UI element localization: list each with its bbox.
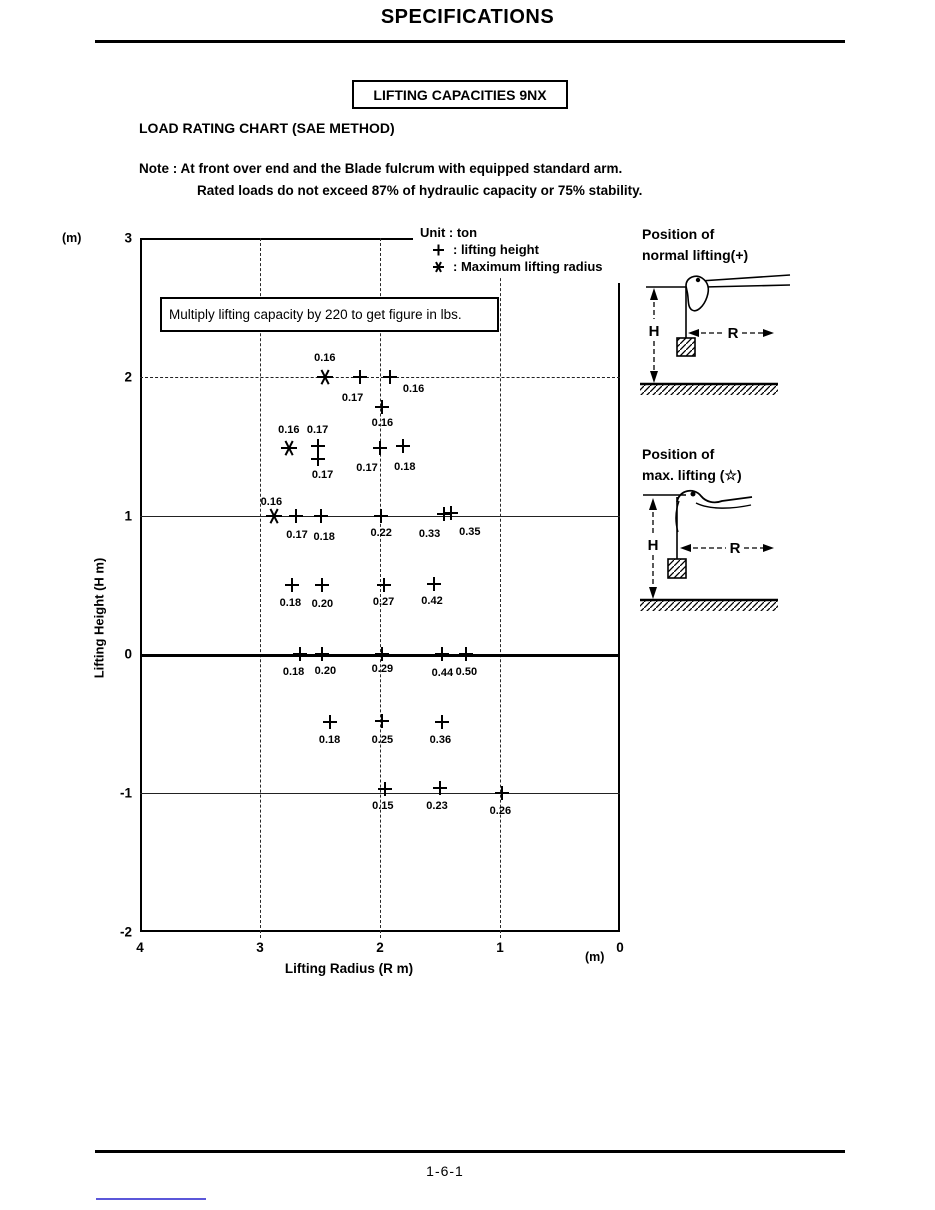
diagram1-h-label: H — [648, 323, 660, 340]
diagram1-title-line1: Position of — [642, 226, 715, 242]
x-tick-label: 3 — [256, 940, 264, 955]
star-marker-icon — [433, 261, 444, 272]
point-capacity-value: 0.18 — [282, 666, 305, 679]
x-axis-unit: (m) — [585, 950, 605, 964]
diagram2-title-line2: max. lifting (☆) — [642, 467, 742, 483]
lifting-height-point-marker — [375, 400, 389, 414]
legend-item-max-radius — [420, 258, 603, 275]
lifting-height-point-marker — [378, 782, 392, 796]
max-lifting-diagram — [638, 488, 798, 618]
lifting-height-point-marker — [444, 506, 458, 520]
lifting-height-point-marker — [435, 715, 449, 729]
lifting-height-point-marker — [433, 781, 447, 795]
section-title-box — [352, 80, 568, 109]
lifting-height-point-marker — [353, 370, 367, 384]
lifting-height-point-marker — [375, 714, 389, 728]
point-capacity-value: 0.23 — [426, 799, 448, 812]
lifting-height-point-marker — [373, 441, 387, 455]
x-tick-label: 0 — [616, 940, 624, 955]
footer-blue-line — [96, 1198, 206, 1200]
point-capacity-value: 0.26 — [489, 805, 512, 818]
x-gridline — [260, 238, 261, 938]
point-capacity-value: 0.17 — [356, 461, 378, 474]
y-tick-label: -1 — [119, 785, 132, 801]
lifting-height-point-marker — [427, 577, 441, 591]
max-radius-point-marker — [266, 508, 282, 524]
plus-marker-icon — [433, 244, 444, 255]
point-capacity-value: 0.18 — [279, 597, 302, 609]
header-divider — [95, 40, 845, 43]
page-number: 1-6-1 — [426, 1163, 464, 1179]
point-capacity-value: 0.35 — [459, 525, 481, 538]
lifting-height-point-marker — [495, 786, 509, 800]
lifting-height-point-marker — [289, 509, 303, 523]
point-capacity-value: 0.16 — [314, 351, 336, 364]
lifting-height-point-marker — [314, 509, 328, 523]
point-capacity-value: 0.18 — [394, 461, 416, 474]
plot-border-top — [140, 238, 420, 240]
diagram-normal-lifting-title — [642, 224, 748, 266]
y-gridline — [140, 377, 620, 378]
lifting-height-point-marker — [315, 647, 329, 661]
point-capacity-value: 0.18 — [313, 530, 335, 543]
note-line-1: Note : At front over end and the Blade fulcrum with equipped standard arm. — [139, 161, 623, 176]
point-capacity-value: 0.17 — [341, 391, 364, 404]
page-title: SPECIFICATIONS — [380, 6, 555, 28]
point-capacity-value: 0.22 — [370, 526, 392, 539]
point-capacity-value: 0.18 — [318, 734, 341, 747]
normal-lifting-diagram — [638, 272, 798, 402]
y-tick-label: 0 — [124, 646, 132, 662]
plot-border-left — [140, 238, 142, 932]
point-capacity-value: 0.36 — [429, 734, 452, 747]
point-capacity-value: 0.25 — [371, 734, 394, 747]
max-radius-point-marker — [317, 369, 333, 385]
lifting-height-point-marker — [435, 647, 449, 661]
conversion-note-box — [160, 297, 499, 332]
x-tick-label: 2 — [376, 940, 384, 955]
point-capacity-value: 0.16 — [278, 423, 300, 436]
legend-unit: Unit : ton — [420, 225, 478, 240]
legend-item-lifting-height — [420, 241, 603, 258]
lifting-height-point-marker — [374, 509, 388, 523]
diagram1-title-line2: normal lifting(+) — [642, 247, 749, 263]
section-title: LIFTING CAPACITIES 9NX — [373, 86, 547, 103]
x-tick-label: 1 — [496, 940, 504, 955]
y-tick-label: 1 — [124, 508, 132, 524]
y-tick-label: 3 — [124, 230, 132, 246]
y-tick-label: 2 — [124, 369, 132, 385]
point-capacity-value: 0.44 — [431, 667, 454, 680]
point-capacity-value: 0.33 — [418, 528, 441, 541]
point-capacity-value: 0.42 — [421, 594, 443, 607]
lifting-height-point-marker — [375, 647, 389, 661]
lifting-height-point-marker — [323, 715, 337, 729]
x-gridline — [500, 238, 501, 938]
lifting-height-point-marker — [383, 370, 397, 384]
x-axis-title: Lifting Radius (R m) — [284, 961, 414, 976]
point-capacity-value: 0.27 — [372, 596, 395, 608]
point-capacity-value: 0.17 — [306, 424, 329, 437]
point-capacity-value: 0.16 — [402, 382, 425, 395]
point-capacity-value: 0.50 — [455, 666, 478, 679]
lifting-height-point-marker — [396, 439, 410, 453]
lifting-height-point-marker — [315, 578, 329, 592]
point-capacity-value: 0.16 — [371, 417, 394, 430]
legend-star-label: : Maximum lifting radius — [453, 259, 603, 274]
chart-legend — [413, 222, 609, 278]
lifting-height-point-marker — [311, 452, 325, 466]
point-capacity-value: 0.29 — [371, 663, 394, 676]
y-axis-title: Lifting Height (H m) — [91, 557, 107, 679]
chart-heading: LOAD RATING CHART (SAE METHOD) — [139, 120, 395, 136]
diagram2-title-line1: Position of — [642, 446, 715, 462]
x-tick-label: 4 — [136, 940, 144, 955]
y-tick-label: -2 — [119, 924, 132, 940]
max-radius-point-marker — [281, 440, 297, 456]
point-capacity-value: 0.17 — [311, 468, 334, 481]
point-capacity-value: 0.17 — [286, 528, 308, 541]
lifting-height-point-marker — [459, 647, 473, 661]
footer-divider — [95, 1150, 845, 1153]
plot-border-right — [618, 283, 620, 932]
legend-plus-label: : lifting height — [453, 242, 539, 257]
diagram2-h-label: H — [647, 537, 659, 554]
y-axis-unit: (m) — [62, 231, 82, 245]
diagram-max-lifting-title — [642, 444, 742, 486]
lifting-height-point-marker — [285, 578, 299, 592]
lifting-height-point-marker — [377, 578, 391, 592]
note-line-2: Rated loads do not exceed 87% of hydraulic capacity or 75% stability. — [197, 183, 643, 198]
diagram2-r-label: R — [729, 540, 741, 557]
lifting-height-point-marker — [293, 647, 307, 661]
point-capacity-value: 0.20 — [314, 665, 337, 678]
point-capacity-value: 0.15 — [372, 800, 394, 813]
point-capacity-value: 0.20 — [311, 598, 334, 610]
diagram1-r-label: R — [727, 325, 739, 342]
point-capacity-value: 0.16 — [260, 495, 283, 508]
conversion-note: Multiply lifting capacity by 220 to get figure in lbs. — [169, 307, 462, 322]
